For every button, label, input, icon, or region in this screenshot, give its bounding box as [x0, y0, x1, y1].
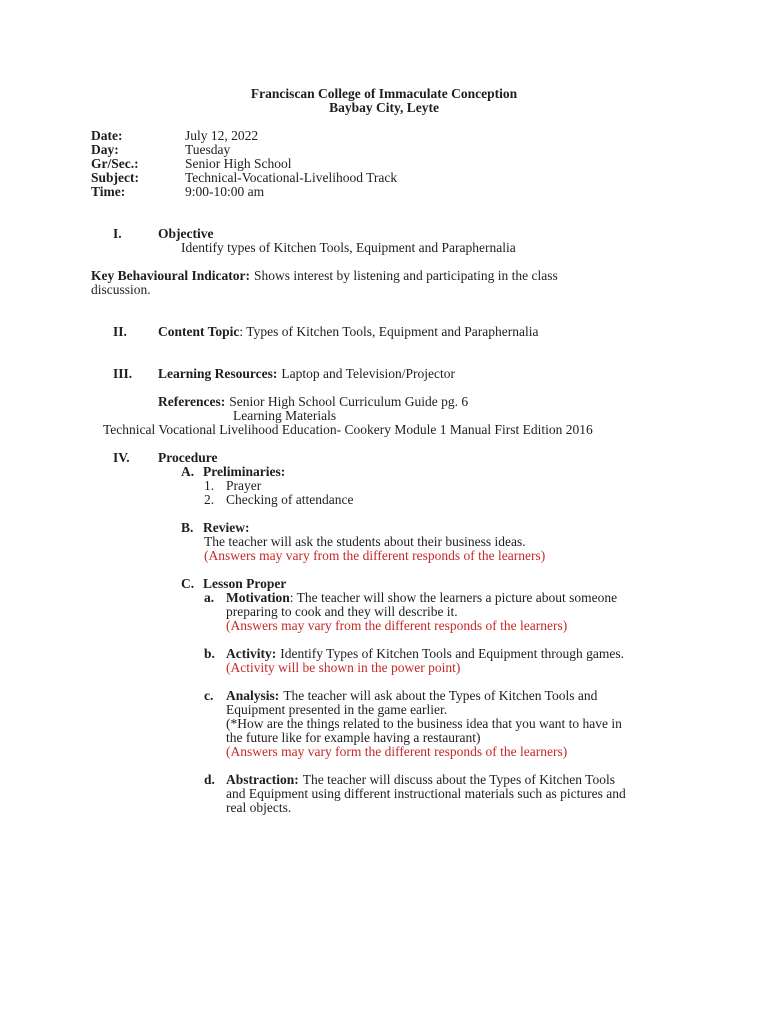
subsection-title: Lesson Proper: [203, 576, 287, 591]
section-title: Objective: [158, 226, 214, 241]
list-item: [0, 493, 768, 507]
step-text: : The teacher will show the learners a picture about someone: [289, 590, 618, 605]
step-text: (*How are the things related to the business idea that you want to have in: [226, 716, 622, 731]
reference-item: Learning Materials: [233, 408, 337, 423]
references-line: [0, 409, 768, 423]
step-analysis: [0, 689, 768, 703]
step-text: Identify Types of Kitchen Tools and Equipment through games.: [280, 646, 624, 661]
answer-note: (Answers may vary from the different responds of the learners): [204, 548, 546, 563]
subsection-marker: B.: [181, 520, 194, 535]
info-row-day: [0, 143, 768, 157]
info-row-date: [0, 129, 768, 143]
section-title: Content Topic: [158, 324, 240, 339]
reference-item: Senior High School Curriculum Guide pg. 6: [229, 394, 469, 409]
step-title: Activity:: [226, 646, 277, 661]
school-name: Franciscan College of Immaculate Conception: [250, 86, 518, 101]
references-label: References:: [158, 394, 226, 409]
section-procedure-heading: [0, 451, 768, 465]
subsection-title: Preliminaries:: [203, 464, 286, 479]
review-text-line: The teacher will ask the students about their business ideas.: [204, 534, 526, 549]
step-line: [0, 787, 768, 801]
step-text: real objects.: [226, 800, 292, 815]
kbi-text: Shows interest by listening and participating in the class: [254, 268, 558, 283]
subsection-title: Review:: [203, 520, 250, 535]
subsection-lesson-proper: [0, 577, 768, 591]
info-label: Gr/Sec.:: [91, 156, 139, 171]
info-value: Tuesday: [185, 142, 231, 157]
objective-text-line: Identify types of Kitchen Tools, Equipment and Paraphernalia: [181, 240, 516, 255]
kbi-text: discussion.: [91, 282, 151, 297]
section-content-topic: [0, 325, 768, 339]
info-row-time: [0, 185, 768, 199]
info-label: Date:: [91, 128, 123, 143]
step-note: [0, 745, 768, 759]
school-location: Baybay City, Leyte: [329, 100, 439, 115]
step-text: and Equipment using different instructional materials such as pictures and: [226, 786, 626, 801]
section-title: Learning Resources:: [158, 366, 278, 381]
list-item-text: Checking of attendance: [226, 492, 354, 507]
info-row-subject: [0, 171, 768, 185]
step-note: [0, 619, 768, 633]
references-line: [0, 395, 768, 409]
step-title: Analysis:: [226, 688, 280, 703]
answer-note: (Answers may vary from the different responds of the learners): [226, 618, 568, 633]
info-label: Time:: [91, 184, 126, 199]
info-value: Senior High School: [185, 156, 292, 171]
kbi-line: [0, 269, 768, 283]
step-line: [0, 605, 768, 619]
step-activity: [0, 647, 768, 661]
step-text: the future like for example having a restaurant): [226, 730, 481, 745]
review-note: [0, 549, 768, 563]
list-item-text: Prayer: [226, 478, 262, 493]
section-title: Procedure: [158, 450, 218, 465]
answer-note: (Answers may vary form the different responds of the learners): [226, 744, 568, 759]
step-text: Equipment presented in the game earlier.: [226, 702, 448, 717]
section-numeral: II.: [113, 324, 127, 339]
step-wrapper: [226, 591, 617, 605]
info-label: Subject:: [91, 170, 139, 185]
info-value: July 12, 2022: [185, 128, 259, 143]
section-numeral: III.: [113, 366, 133, 381]
step-text: The teacher will discuss about the Types of Kitchen Tools: [302, 772, 615, 787]
step-marker: b.: [204, 646, 215, 661]
reference-item: Technical Vocational Livelihood Education- Cookery Module 1 Manual First Edition 2016: [103, 422, 593, 437]
step-line: [0, 731, 768, 745]
step-marker: c.: [204, 688, 214, 703]
objective-text: [0, 241, 768, 255]
step-line: [0, 717, 768, 731]
learning-resources-wrapper: [158, 367, 455, 381]
references-wrapper: [158, 395, 468, 409]
list-item: [0, 479, 768, 493]
step-line: [0, 801, 768, 815]
step-wrapper: [226, 647, 624, 661]
step-wrapper: [226, 689, 597, 703]
content-topic-text: : Types of Kitchen Tools, Equipment and Paraphernalia: [239, 324, 539, 339]
step-motivation: [0, 591, 768, 605]
subsection-marker: A.: [181, 464, 195, 479]
step-line: [0, 703, 768, 717]
section-numeral: IV.: [113, 450, 130, 465]
content-topic-wrapper: [158, 325, 538, 339]
learning-resources-text: Laptop and Television/Projector: [281, 366, 455, 381]
section-learning-resources: [0, 367, 768, 381]
review-text: [0, 535, 768, 549]
info-value: 9:00-10:00 am: [185, 184, 265, 199]
step-wrapper: [226, 773, 615, 787]
section-objective-heading: [0, 227, 768, 241]
step-marker: a.: [204, 590, 215, 605]
step-text: The teacher will ask about the Types of Kitchen Tools and: [283, 688, 598, 703]
subsection-marker: C.: [181, 576, 195, 591]
list-item-marker: 2.: [204, 492, 215, 507]
info-row-grade-section: [0, 157, 768, 171]
subsection-preliminaries: [0, 465, 768, 479]
info-label: Day:: [91, 142, 119, 157]
step-abstraction: [0, 773, 768, 787]
section-numeral: I.: [113, 226, 122, 241]
step-marker: d.: [204, 772, 215, 787]
info-value: Technical-Vocational-Livelihood Track: [185, 170, 398, 185]
kbi-label: Key Behavioural Indicator:: [91, 268, 250, 283]
references-line: [0, 423, 768, 437]
activity-note: (Activity will be shown in the power point): [226, 660, 461, 675]
kbi-wrapper: [91, 269, 558, 283]
step-note: [0, 661, 768, 675]
subsection-review: [0, 521, 768, 535]
step-title: Motivation: [226, 590, 290, 605]
lesson-plan: [0, 87, 768, 815]
step-title: Abstraction:: [226, 772, 299, 787]
list-item-marker: 1.: [204, 478, 215, 493]
step-text: preparing to cook and they will describe it.: [226, 604, 458, 619]
kbi-line: [0, 283, 768, 297]
